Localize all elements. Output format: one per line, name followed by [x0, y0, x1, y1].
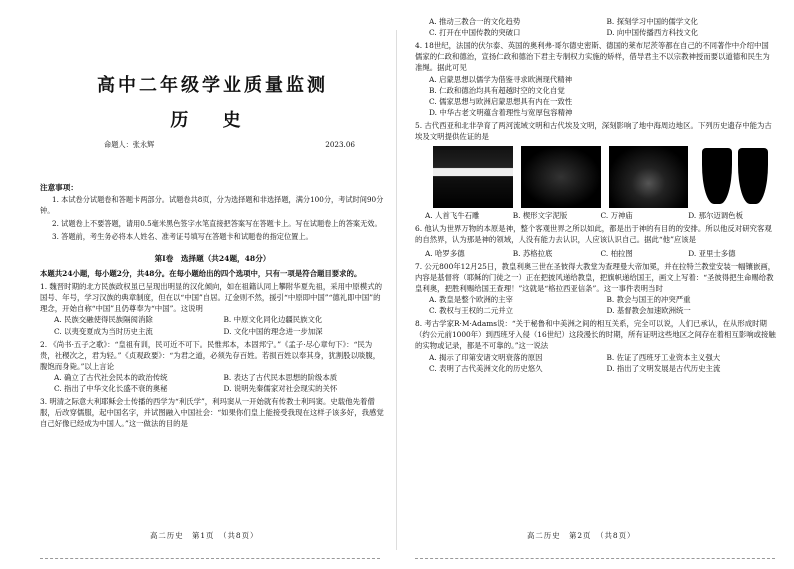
option-b: B. 表达了古代民本思想的阶级本质	[223, 372, 338, 382]
option-b: B. 楔形文字泥版	[512, 211, 568, 221]
question-options	[415, 74, 776, 118]
question-options	[415, 210, 776, 221]
question-3-options	[415, 16, 776, 38]
question-stem: 1. 魏晋时期的北方民族政权虽已呈现出明显的汉化倾向，如在祖籍认同上攀附华夏先祖，采用中原模式的国号、年号，学习汉族的典章制度，但在以“中国”自居。辽金则不然，援引“中原即中国”“德礼即中国”的理念，开始自称“中国”且仍尊奉为“中国”。这说明	[40, 282, 382, 314]
author: 命题人：张永辉	[104, 140, 155, 149]
question-stem: 3. 明清之际意大利耶稣会士传播的西学为“利氏学”，利玛窦从一开始就有传教士利玛窦。史载他先着僧服，后改穿儒服，起中国名字，并试图融入中国社会：“如果你们皇上能接受我现在这样子该多好，我感觉自己好像已经成为中国人。”这一做法的目的是	[40, 397, 384, 429]
question-5	[415, 120, 776, 221]
option-b: B. 中原文化同化边疆民族文化	[223, 315, 323, 325]
question-stem: 5. 古代西亚和北非孕育了两河流域文明和古代埃及文明，深刻影响了地中海周边地区。下列历史遗存中能为古埃及文明提供佐证的是	[415, 120, 772, 142]
section-title: 第Ⅰ卷 选择题（共24题，48分）	[154, 253, 271, 263]
question-8	[415, 318, 776, 374]
question-stem: 8. 考古学家R·M·Adams说：“关于秘鲁和中美洲之间的相互关系，完全可以说，人们已承认，在从形成时期（约公元前1000年）到西班牙入侵（16世纪）这段漫长的时期，所有证明这些地区之间存在着相互影响或接触的实物或记录，都是不可靠的。”这一说法	[415, 319, 776, 351]
option-d: D. 基督教会加速欧洲统一	[606, 306, 691, 316]
option-d: D. 指出了文明发展是古代历史主流	[606, 363, 721, 373]
figure-d-image	[696, 146, 776, 208]
page-2	[397, 0, 794, 569]
option-d: D. 那尔迈调色板	[688, 211, 743, 221]
question-1	[40, 281, 385, 337]
option-a: A. 民族交融使得民族隔阂消除	[54, 315, 153, 325]
option-d: D. 文化中国的理念进一步加深	[223, 326, 323, 336]
question-options	[415, 352, 776, 374]
note-2: 2. 试题卷上不要答题，请用0.5毫米黑色签字水笔直接把答案写在答题卡上。写在试题卷上的答案无效。	[52, 218, 382, 228]
exam-date: 2023.06	[325, 140, 355, 149]
option-c: C. 以夷变夏成为当时历史主流	[54, 326, 153, 336]
option-a: A. 教皇是整个欧洲的主宰	[429, 294, 513, 304]
question-stem: 7. 公元800年12月25日，教皇利奥三世在圣彼得大教堂为查理曼大帝加冕，并在拉特兰教堂安装一幅镶嵌画，内容是基督将（耶稣的门徒之一）正在把披风递给教皇，把旗帜递给国王，画文上写着：“圣彼得把生命赐给教皇利奥，把胜利赐给国王查理！”这就是“格拉西亚信条”。这一事件表明当时	[415, 261, 776, 293]
option-c: C. 表明了古代美洲文化的历史悠久	[429, 363, 543, 373]
cut-line	[415, 558, 775, 559]
option-d: D. 亚里士多德	[688, 248, 736, 258]
option-c: C. 打开在中国传教的突破口	[429, 28, 521, 38]
page-footer: 高二历史 第2页 （共8页）	[527, 531, 636, 540]
page-footer: 高二历史 第1页 （共8页）	[150, 531, 259, 540]
question-options	[40, 314, 385, 336]
option-c: C. 儒家思想与欧洲启蒙思想具有内在一致性	[429, 96, 573, 106]
question-4	[415, 40, 776, 118]
artifact-figures	[415, 146, 776, 208]
option-d: D. 中华古老文明蕴含着理性与宽厚包容精神	[429, 107, 573, 117]
option-a: A. 确立了古代社会民本的政治传统	[54, 372, 168, 382]
figure-c-image	[609, 146, 689, 208]
option-a: A. 启蒙思想以儒学为借鉴寻求欧洲现代精神	[429, 74, 573, 84]
subject-title: 历 史	[170, 110, 255, 131]
note-1: 1. 本试卷分试题卷和答题卡两部分。试题卷共8页，分为选择题和非选择题，满分100分，考试时间90分钟。	[40, 195, 384, 216]
note-3: 3. 答题前，考生务必将本人姓名、准考证号填写在答题卡和试题卷的指定位置上。	[52, 231, 313, 241]
option-c: C. 万神庙	[600, 211, 633, 221]
question-stem: 2. 《尚书·五子之歌》：“皇祖有训，民可近不可下。民惟邦本，本固邦宁。”《孟子·尽心章句下》：“民为贵，社稷次之，君为轻。”《贞观政要》：“为君之道，必须先存百姓。若损百姓以奉其身，犹割股以啖腹，腹饱而身毙。”以上言论	[40, 339, 381, 371]
cut-line	[40, 558, 380, 559]
option-a: A. 人首飞牛石雕	[425, 211, 480, 221]
figure-a-image	[433, 146, 513, 208]
option-b: B. 仁政和德治均具有超越时空的文化自觉	[429, 85, 565, 95]
option-c: C. 教权与王权的二元并立	[429, 306, 513, 316]
question-6	[415, 223, 776, 258]
question-options	[415, 294, 776, 316]
option-b: B. 佐证了西班牙工业资本主义强大	[606, 352, 721, 362]
notes-title: 注意事项：	[40, 183, 78, 192]
figure-b-image	[521, 146, 601, 208]
section-intro: 本题共24小题，每小题2分，共48分。在每小题给出的四个选项中，只有一项是符合题目要求的。	[40, 268, 362, 278]
option-a: A. 揭示了印第安诸文明衰落的原因	[429, 352, 543, 362]
option-b: B. 探刻学习中国的儒学文化	[606, 17, 698, 26]
question-stem: 6. 他认为世界万物的本原是神，整个客观世界之所以如此，都是出于神的有目的的安排。所以他反对研究客观的自然界，认为那是神的领域，人没有能力去认识，人应该认识自己。据此“他”应该是	[415, 224, 772, 245]
question-2	[40, 339, 385, 395]
question-options	[415, 248, 776, 259]
question-options	[40, 372, 385, 394]
meta-row	[40, 140, 385, 154]
option-a: A. 哈罗多德	[425, 248, 465, 258]
option-c: C. 指出了中华文化长盛不衰的奥秘	[54, 384, 168, 394]
option-b: B. 苏格拉底	[512, 248, 553, 258]
option-b: B. 教会与国王的冲突严重	[606, 294, 691, 304]
exam-title: 高中二年级学业质量监测	[97, 75, 328, 96]
option-c: C. 柏拉图	[600, 248, 633, 258]
palette-front-shape	[702, 148, 732, 204]
option-a: A. 推动三教合一的文化趋势	[429, 17, 521, 26]
option-d: D. 说明先秦儒家对社会现实的关怀	[223, 384, 338, 394]
palette-back-shape	[738, 148, 768, 204]
question-stem: 4. 18世纪，法国的伏尔泰、英国的奥利弗·哥尔德史密斯、德国的莱布尼茨等都在自己的不同著作中介绍中国儒家的仁政和德治，宣扬仁政和德治下君主专制权力实施的矫样，借导君主不以宗教神授而要以道德和民生为准绳。据此可见	[415, 41, 770, 73]
question-7	[415, 261, 776, 317]
option-d: D. 向中国传播西方科技文化	[606, 28, 699, 38]
question-3	[40, 396, 385, 429]
